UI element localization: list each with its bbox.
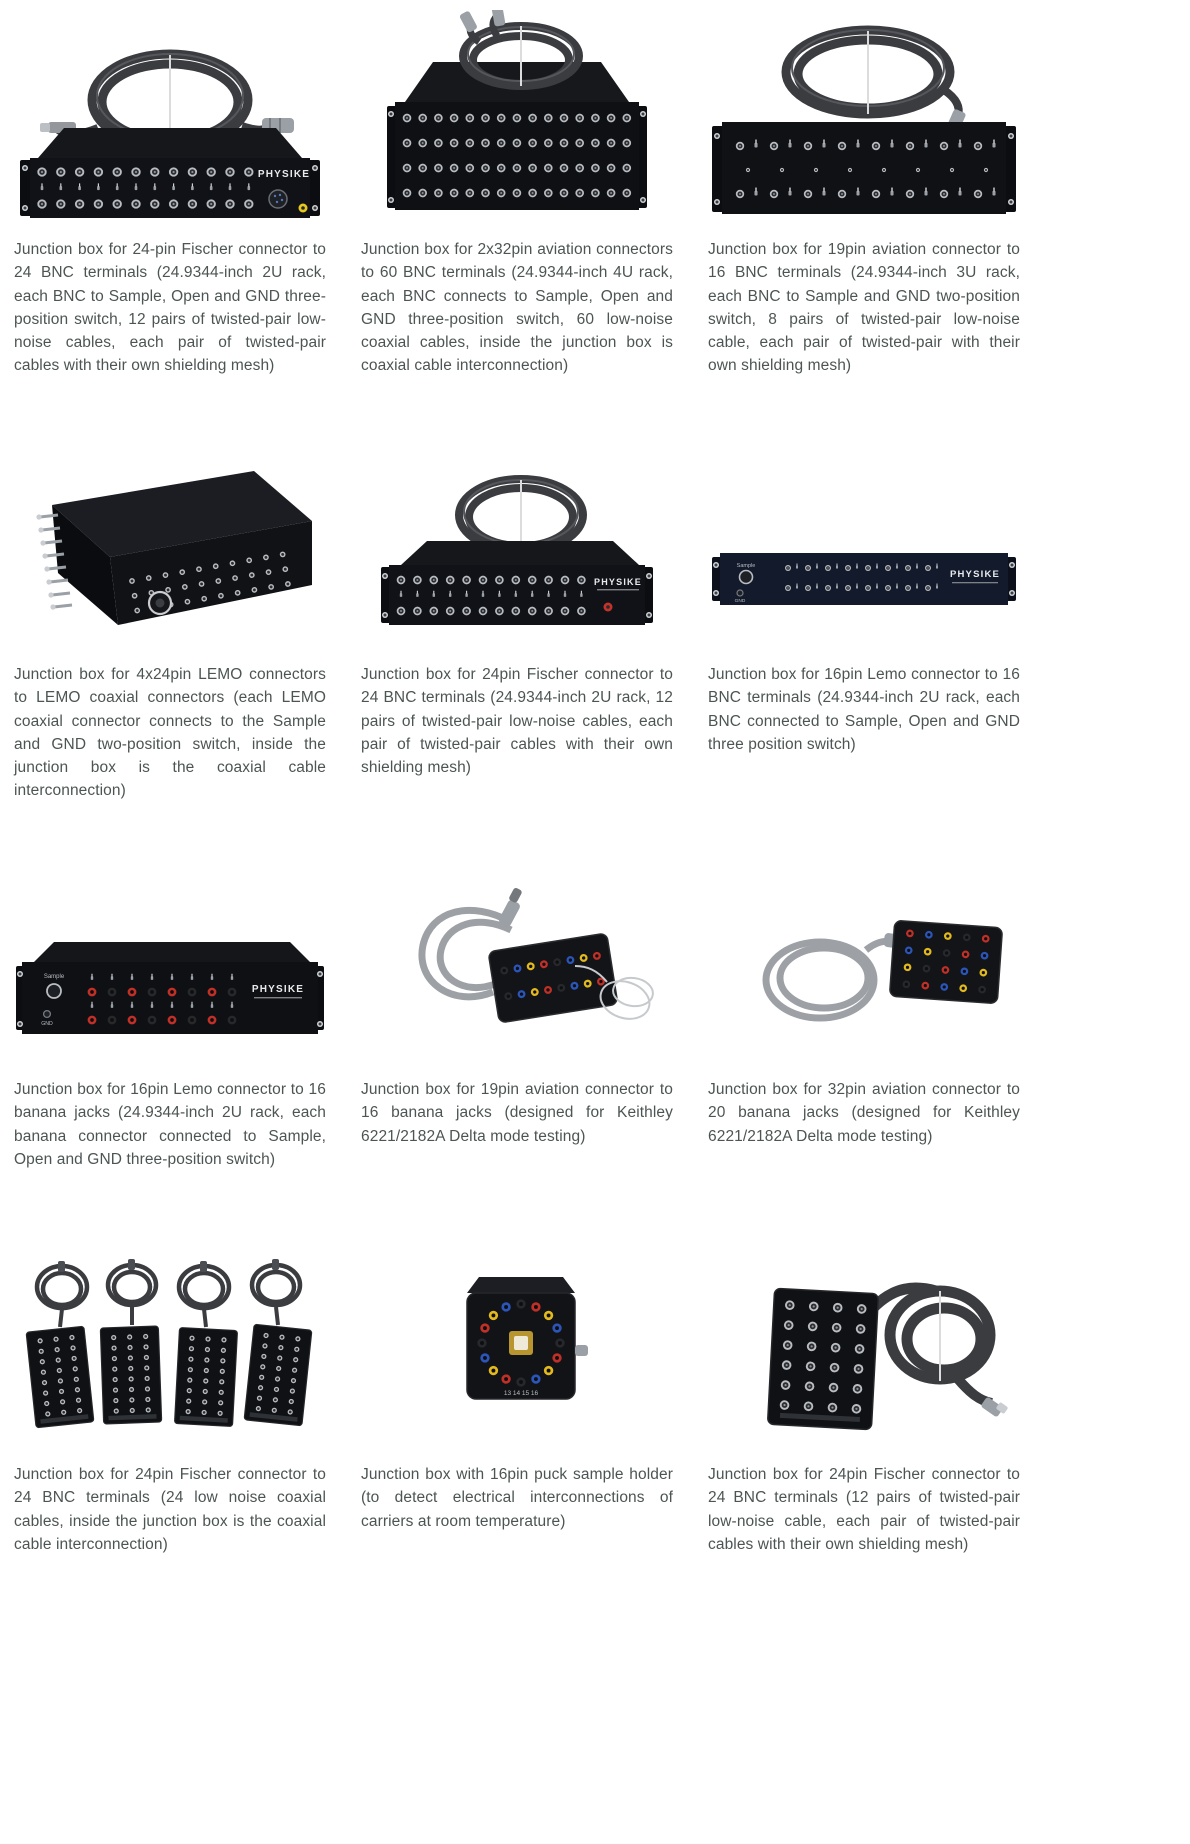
thick-cable <box>874 1288 1008 1418</box>
product-caption: Junction box for 24-pin Fischer connector to 24 BNC terminals (24.9344-inch 2U rack, each BNC to Sample, Open and GND three-position switch, 12 pairs of twisted-pair low-noise cables, each pair of twisted-pair cables with their own shielding mesh) <box>14 241 326 375</box>
product-photo-aviation32-banana-box <box>708 850 1020 1062</box>
product-caption: Junction box for 32pin aviation connector to 20 banana jacks (designed for Keithley 6221/2182A Delta mode testing) <box>708 1081 1020 1145</box>
junction-box-illustration <box>361 10 673 222</box>
product-card <box>361 1235 673 1556</box>
patch-unit-2 <box>100 1259 161 1424</box>
product-caption: Junction box for 19pin aviation connector to 16 BNC terminals (24.9344-inch 3U rack, each BNC to Sample and GND two-position switch, 8 pairs of twisted-pair low-noise cable, each pair of twisted-pair with their own shielding mesh) <box>708 241 1020 375</box>
product-card <box>14 435 326 850</box>
junction-box-illustration <box>361 850 673 1062</box>
patch-unit-1 <box>26 1261 94 1428</box>
box-top-face <box>467 1277 575 1293</box>
brand-label: PHYSIKE <box>251 984 305 995</box>
product-photo-fischer24-bnc-2u <box>14 10 326 222</box>
product-card <box>14 10 326 435</box>
product-grid <box>14 10 1020 1556</box>
junction-box-body <box>889 920 1002 1003</box>
junction-box-illustration <box>14 10 326 222</box>
gnd-jack <box>44 1011 51 1018</box>
front-panel <box>722 122 1006 214</box>
product-caption: Junction box for 24pin Fischer connector to 24 BNC terminals (12 pairs of twisted-pair low-noise cable, each pair of twisted-pair cables with their own shielding mesh) <box>708 1466 1020 1553</box>
junction-box-illustration <box>708 10 1020 222</box>
product-caption: Junction box for 19pin aviation connector to 16 banana jacks (designed for Keithley 6221/2182A Delta mode testing) <box>361 1081 673 1145</box>
side-bnc-connector <box>575 1345 588 1356</box>
product-caption: Junction box for 24pin Fischer connector to 24 BNC terminals (24 low noise coaxial cables, inside the junction box is the coaxial cable interconnection) <box>14 1466 326 1553</box>
product-card <box>361 10 673 435</box>
product-photo-lemo16-bnc-2u <box>708 435 1020 647</box>
gnd-jack <box>737 590 743 596</box>
product-photo-aviation19-banana-box <box>361 850 673 1062</box>
product-caption: Junction box for 4x24pin LEMO connectors to LEMO coaxial connectors (each LEMO coaxial connector connects to the Sample and GND two-position switch, inside the junction box is the coaxial cable interconnection) <box>14 666 326 800</box>
product-photo-four-patch-boxes <box>14 1235 326 1447</box>
junction-box-illustration <box>14 850 326 1062</box>
patch-unit-3 <box>175 1261 238 1426</box>
product-card <box>361 850 673 1235</box>
patch-unit-4 <box>244 1259 312 1426</box>
product-photo-aviation19-bnc-3u <box>708 10 1020 222</box>
brand-label: PHYSIKE <box>257 169 311 180</box>
junction-box-illustration <box>361 435 673 647</box>
gnd-label: GND <box>734 599 746 604</box>
product-card <box>14 1235 326 1556</box>
product-card <box>361 435 673 850</box>
junction-box-illustration <box>708 435 1020 647</box>
junction-box-body <box>768 1288 879 1429</box>
junction-box-illustration <box>14 1235 326 1447</box>
product-caption: Junction box for 16pin Lemo connector to 16 BNC terminals (24.9344-inch 2U rack, each BNC connected to Sample, Open and GND three position switch) <box>708 666 1020 753</box>
coiled-cable <box>459 479 583 551</box>
gnd-label: GND <box>41 1021 53 1027</box>
junction-box-body <box>488 933 618 1023</box>
junction-box-illustration <box>708 1235 1020 1447</box>
product-photo-puck-sample-holder-box <box>361 1235 673 1447</box>
product-card <box>708 1235 1020 1556</box>
product-card <box>14 850 326 1235</box>
puck-sample <box>514 1336 528 1350</box>
jack-numbers: 13 14 15 16 <box>503 1390 539 1397</box>
junction-box-illustration <box>708 850 1020 1062</box>
round-multipin-connector <box>269 190 287 208</box>
coiled-cable <box>786 30 966 134</box>
product-photo-lemo16-banana-2u <box>14 850 326 1062</box>
junction-box-illustration <box>361 1235 673 1447</box>
brand-label: PHYSIKE <box>949 569 1001 580</box>
brand-label: PHYSIKE <box>594 577 642 587</box>
product-card <box>708 850 1020 1235</box>
product-caption: Junction box for 2x32pin aviation connectors to 60 BNC terminals (24.9344-inch 4U rack, each BNC connects to Sample, Open and GND three-position switch, 60 low-noise coaxial cables, inside the junction box is coaxial cable interconnection) <box>361 241 673 375</box>
product-photo-fischer24-bnc-2u-b <box>361 435 673 647</box>
product-photo-fischer24-bnc-patchbox <box>708 1235 1020 1447</box>
sample-connector <box>47 984 61 998</box>
brand-tagline-line <box>597 589 639 590</box>
product-caption: Junction box for 24pin Fischer connector to 24 BNC terminals (24.9344-inch 2U rack, 12 pairs of twisted-pair low-noise cables, each pair of twisted-pair cables with their own shielding mesh) <box>361 666 673 776</box>
chassis-top <box>34 942 310 962</box>
sample-label: Sample <box>43 974 65 980</box>
brand-tagline-line <box>254 997 302 998</box>
gray-aviation-cable <box>766 933 907 1018</box>
product-card <box>708 435 1020 850</box>
chassis-top <box>401 541 639 565</box>
sample-connector <box>740 571 753 584</box>
product-photo-lemo4x24-box <box>14 435 326 647</box>
front-panel <box>30 158 310 218</box>
sample-label: Sample <box>736 563 756 569</box>
product-photo-aviation2x32-bnc-4u <box>361 10 673 222</box>
junction-box-illustration <box>14 435 326 647</box>
product-card <box>708 10 1020 435</box>
chassis-top <box>38 128 302 158</box>
product-caption: Junction box for 16pin Lemo connector to 16 banana jacks (24.9344-inch 2U rack, each banana connector connected to Sample, Open and GND three-position switch) <box>14 1081 326 1168</box>
brand-tagline-line <box>952 582 998 583</box>
product-caption: Junction box with 16pin puck sample holder (to detect electrical interconnections of carriers at room temperature) <box>361 1466 673 1530</box>
